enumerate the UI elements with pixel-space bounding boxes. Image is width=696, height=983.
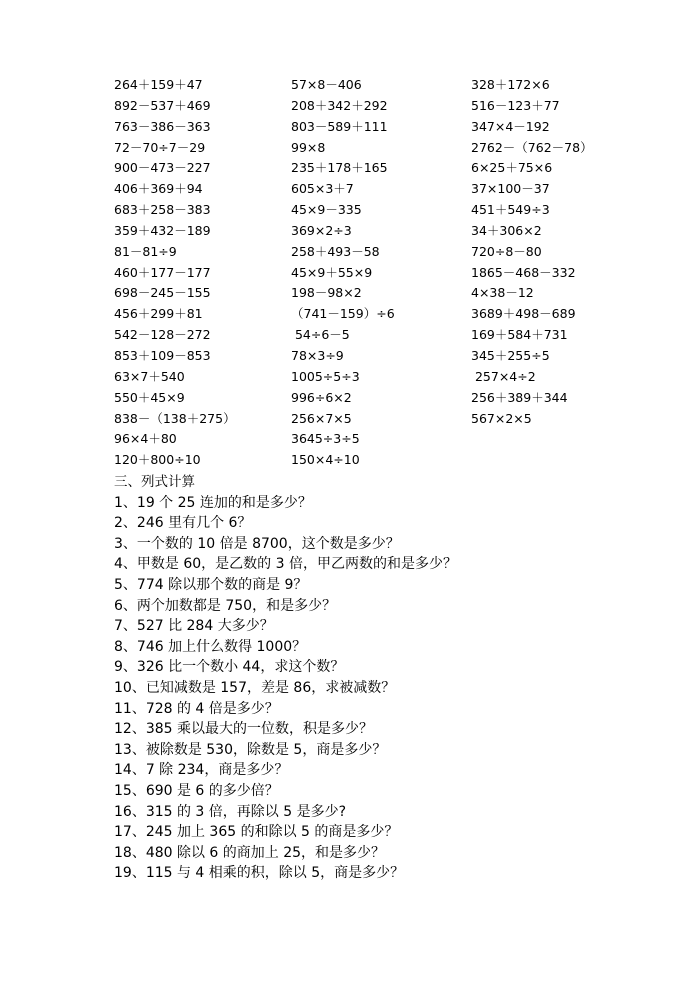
- arithmetic-problem: 763－386－363: [114, 118, 211, 134]
- arithmetic-problem: 78×3÷9: [291, 347, 344, 363]
- word-problem: 15、690 是 6 的多少倍？: [114, 782, 279, 799]
- word-problem: 9、326 比一个数小 44，求这个数？: [114, 659, 345, 676]
- arithmetic-problem: 81－81÷9: [114, 243, 177, 259]
- word-problem: 2、246 里有几个 6？: [114, 515, 252, 532]
- arithmetic-problem: 37×100－37: [471, 181, 550, 197]
- arithmetic-problem: 3645÷3÷5: [291, 431, 360, 447]
- arithmetic-problem: 6×25＋75×6: [471, 160, 553, 176]
- arithmetic-problem: 451＋549÷3: [471, 202, 550, 218]
- arithmetic-problem: 4×38－12: [471, 285, 534, 301]
- arithmetic-problem: 516－123＋77: [471, 97, 560, 113]
- arithmetic-problem: 567×2×5: [471, 410, 532, 426]
- word-problems-section: [114, 472, 674, 884]
- word-problem: 7、527 比 284 大多少？: [114, 618, 274, 635]
- arithmetic-problem: 328＋172×6: [471, 77, 550, 92]
- arithmetic-column-1: [114, 75, 291, 471]
- word-problem: 8、746 加上什么数得 1000？: [114, 638, 307, 655]
- arithmetic-problem: 3689＋498－689: [471, 306, 576, 322]
- arithmetic-problem: 683＋258－383: [114, 202, 211, 218]
- word-problem: 6、两个加数都是 750，和是多少？: [114, 597, 337, 614]
- arithmetic-problem: 257×4÷2: [471, 368, 536, 384]
- arithmetic-problem: 120＋800÷10: [114, 452, 201, 468]
- word-problem: 11、728 的 4 倍是多少？: [114, 700, 279, 717]
- arithmetic-problem: 406＋369＋94: [114, 181, 203, 197]
- word-problem: 13、被除数是 530，除数是 5，商是多少？: [114, 741, 387, 758]
- arithmetic-problem: 150×4÷10: [291, 452, 360, 468]
- arithmetic-problem: 369×2÷3: [291, 222, 352, 238]
- word-problem: 5、774 除以那个数的商是 9？: [114, 576, 308, 593]
- word-problem: 19、115 与 4 相乘的积，除以 5，商是多少？: [114, 865, 405, 882]
- arithmetic-problem: 258＋493－58: [291, 243, 380, 259]
- question-list: [114, 493, 674, 884]
- arithmetic-problem: 853＋109－853: [114, 347, 211, 363]
- arithmetic-grid: [114, 75, 674, 471]
- arithmetic-problem: 256＋389＋344: [471, 389, 568, 405]
- arithmetic-problem: 1865－468－332: [471, 264, 576, 280]
- arithmetic-problem: 96×4＋80: [114, 431, 177, 447]
- word-problem: 10、已知减数是 157，差是 86，求被减数？: [114, 679, 396, 696]
- arithmetic-column-3: [471, 75, 671, 471]
- arithmetic-problem: 550＋45×9: [114, 389, 185, 405]
- arithmetic-problem: 63×7＋540: [114, 368, 185, 384]
- word-problem: 1、19 个 25 连加的和是多少？: [114, 494, 312, 511]
- arithmetic-problem: 208＋342＋292: [291, 97, 388, 113]
- arithmetic-problem: 900－473－227: [114, 160, 211, 176]
- arithmetic-column-2: [291, 75, 471, 471]
- word-problem: 12、385 乘以最大的一位数，积是多少？: [114, 721, 373, 738]
- arithmetic-problem: 892－537＋469: [114, 97, 211, 113]
- word-problem: 16、315 的 3 倍，再除以 5 是多少?: [114, 803, 347, 820]
- arithmetic-problem: 996÷6×2: [291, 389, 352, 405]
- word-problem: 18、480 除以 6 的商加上 25，和是多少？: [114, 844, 386, 861]
- arithmetic-problem: 698－245－155: [114, 285, 211, 301]
- arithmetic-problem: 456＋299＋81: [114, 306, 203, 322]
- section-heading: 三、列式计算: [114, 474, 195, 490]
- arithmetic-problem: 542－128－272: [114, 327, 211, 343]
- word-problem: 3、一个数的 10 倍是 8700，这个数是多少？: [114, 535, 400, 552]
- arithmetic-problem: 99×8: [291, 139, 326, 155]
- arithmetic-problem: 460＋177－177: [114, 264, 211, 280]
- arithmetic-problem: 720÷8－80: [471, 243, 542, 259]
- arithmetic-problem: 347×4－192: [471, 118, 550, 134]
- arithmetic-problem: 359＋432－189: [114, 222, 211, 238]
- arithmetic-problem: 169＋584＋731: [471, 327, 568, 343]
- arithmetic-problem: 235＋178＋165: [291, 160, 388, 176]
- arithmetic-problem: 72－70÷7－29: [114, 139, 206, 155]
- arithmetic-problem: 1005÷5÷3: [291, 368, 360, 384]
- arithmetic-problem: 256×7×5: [291, 410, 352, 426]
- arithmetic-problem: 57×8－406: [291, 77, 362, 92]
- arithmetic-problem: 2762－（762－78）: [471, 139, 593, 155]
- word-problem: 4、甲数是 60，是乙数的 3 倍，甲乙两数的和是多少？: [114, 556, 457, 573]
- arithmetic-problem: （741－159）÷6: [291, 306, 395, 322]
- arithmetic-problem: 45×9＋55×9: [291, 264, 373, 280]
- arithmetic-problem: 264＋159＋47: [114, 77, 203, 92]
- arithmetic-problem: 838－（138＋275）: [114, 410, 236, 426]
- word-problem: 14、7 除 234，商是多少？: [114, 762, 289, 779]
- word-problem: 17、245 加上 365 的和除以 5 的商是多少？: [114, 824, 399, 841]
- arithmetic-problem: 54÷6－5: [291, 327, 350, 343]
- arithmetic-problem: 345＋255÷5: [471, 347, 550, 363]
- arithmetic-problem: 198－98×2: [291, 285, 362, 301]
- arithmetic-problem: 34＋306×2: [471, 222, 542, 238]
- arithmetic-problem: 45×9－335: [291, 202, 362, 218]
- arithmetic-problem: 605×3＋7: [291, 181, 354, 197]
- arithmetic-problem: 803－589＋111: [291, 118, 388, 134]
